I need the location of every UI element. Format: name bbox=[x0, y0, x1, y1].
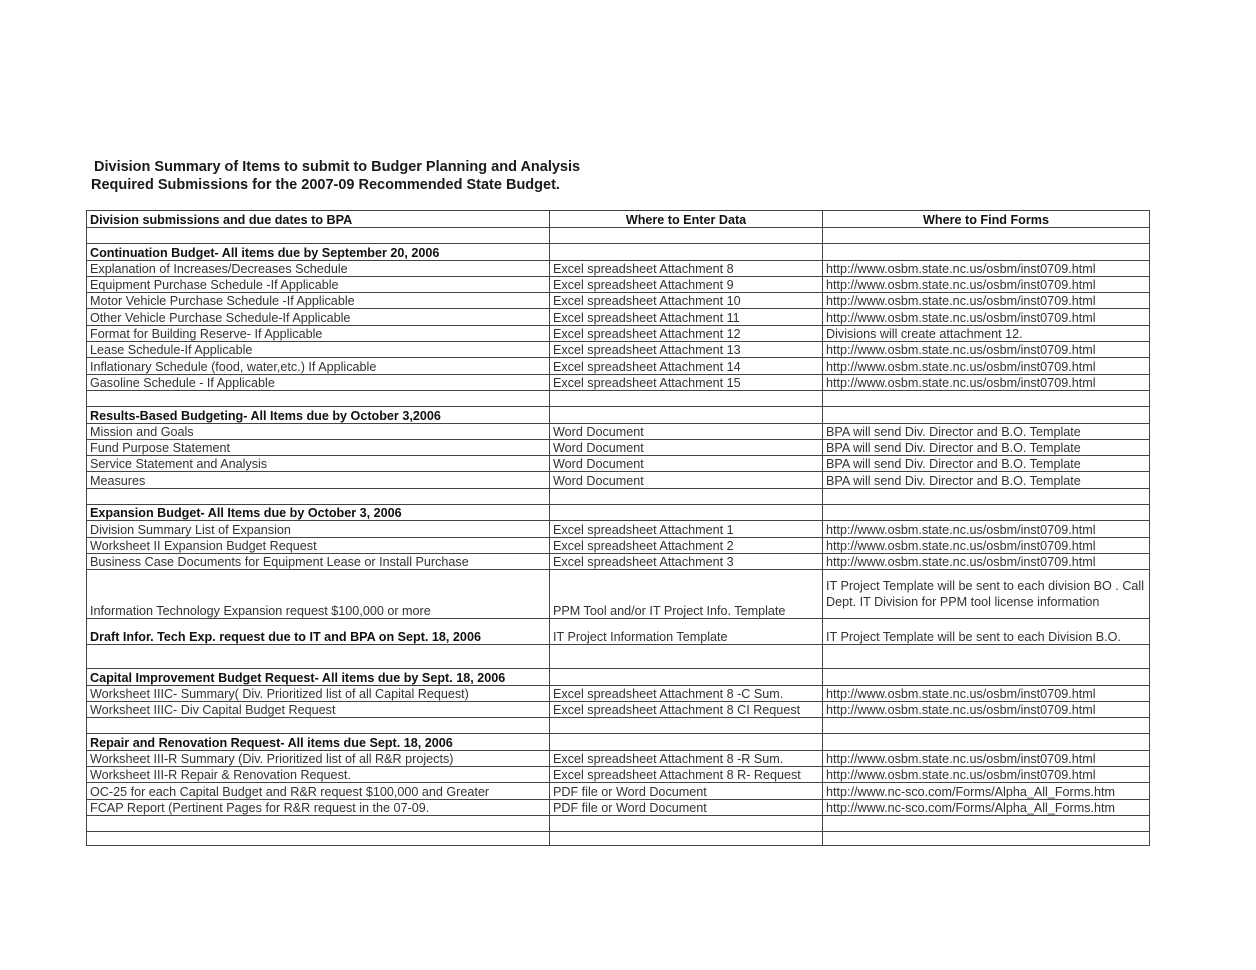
enter-data-cell bbox=[550, 815, 823, 831]
find-forms-cell bbox=[823, 505, 1150, 521]
find-forms-cell: http://www.osbm.state.nc.us/osbm/inst0709.html bbox=[823, 537, 1150, 553]
table-row bbox=[87, 685, 1150, 701]
enter-data-cell: Excel spreadsheet Attachment 9 bbox=[550, 276, 823, 292]
section-header-row bbox=[87, 669, 1150, 685]
find-forms-cell bbox=[823, 718, 1150, 734]
enter-data-cell: IT Project Information Template bbox=[550, 619, 823, 645]
table-row bbox=[87, 293, 1150, 309]
table-row bbox=[87, 570, 1150, 619]
enter-data-cell bbox=[550, 488, 823, 504]
header-row bbox=[87, 211, 1150, 228]
section-header-row bbox=[87, 407, 1150, 423]
find-forms-cell: BPA will send Div. Director and B.O. Template bbox=[823, 439, 1150, 455]
submission-item-cell: Mission and Goals bbox=[87, 423, 550, 439]
find-forms-cell bbox=[823, 832, 1150, 846]
enter-data-cell: Excel spreadsheet Attachment 8 CI Request bbox=[550, 701, 823, 717]
table-row bbox=[87, 537, 1150, 553]
section-header-row bbox=[87, 734, 1150, 750]
find-forms-cell bbox=[823, 488, 1150, 504]
table-row bbox=[87, 456, 1150, 472]
submission-item-cell bbox=[87, 488, 550, 504]
section-header-row bbox=[87, 244, 1150, 260]
enter-data-cell bbox=[550, 244, 823, 260]
find-forms-cell: http://www.nc-sco.com/Forms/Alpha_All_Forms.htm bbox=[823, 783, 1150, 799]
table-row bbox=[87, 701, 1150, 717]
blank-row bbox=[87, 228, 1150, 244]
blank-row bbox=[87, 815, 1150, 831]
find-forms-cell: http://www.osbm.state.nc.us/osbm/inst0709.html bbox=[823, 701, 1150, 717]
blank-row bbox=[87, 832, 1150, 846]
table-row bbox=[87, 358, 1150, 374]
submissions-table bbox=[86, 210, 1150, 846]
find-forms-cell: http://www.osbm.state.nc.us/osbm/inst0709.html bbox=[823, 685, 1150, 701]
find-forms-cell bbox=[823, 734, 1150, 750]
submission-item-cell: Division Summary List of Expansion bbox=[87, 521, 550, 537]
enter-data-cell bbox=[550, 390, 823, 406]
find-forms-cell bbox=[823, 390, 1150, 406]
find-forms-cell bbox=[823, 645, 1150, 669]
table-row bbox=[87, 439, 1150, 455]
table-row bbox=[87, 342, 1150, 358]
submission-item-cell bbox=[87, 815, 550, 831]
column-header-where-to-find: Where to Find Forms bbox=[823, 211, 1150, 228]
enter-data-cell: Excel spreadsheet Attachment 10 bbox=[550, 293, 823, 309]
blank-row bbox=[87, 488, 1150, 504]
submission-item-cell: Information Technology Expansion request $100,000 or more bbox=[87, 570, 550, 619]
find-forms-cell: http://www.nc-sco.com/Forms/Alpha_All_Forms.htm bbox=[823, 799, 1150, 815]
enter-data-cell: Excel spreadsheet Attachment 1 bbox=[550, 521, 823, 537]
document-title bbox=[91, 158, 580, 194]
blank-row bbox=[87, 645, 1150, 669]
submission-item-cell bbox=[87, 718, 550, 734]
submission-item-cell bbox=[87, 390, 550, 406]
submission-item-cell: Motor Vehicle Purchase Schedule -If Applicable bbox=[87, 293, 550, 309]
submission-item-cell: Worksheet II Expansion Budget Request bbox=[87, 537, 550, 553]
enter-data-cell bbox=[550, 407, 823, 423]
submission-item-cell: Repair and Renovation Request- All items due Sept. 18, 2006 bbox=[87, 734, 550, 750]
enter-data-cell bbox=[550, 645, 823, 669]
title-line-2: Required Submissions for the 2007-09 Recommended State Budget. bbox=[91, 177, 560, 193]
submission-item-cell bbox=[87, 645, 550, 669]
enter-data-cell: PDF file or Word Document bbox=[550, 783, 823, 799]
find-forms-cell bbox=[823, 815, 1150, 831]
submission-item-cell: OC-25 for each Capital Budget and R&R request $100,000 and Greater bbox=[87, 783, 550, 799]
submission-item-cell: Other Vehicle Purchase Schedule-If Applicable bbox=[87, 309, 550, 325]
submission-item-cell: Business Case Documents for Equipment Lease or Install Purchase bbox=[87, 553, 550, 569]
table-row bbox=[87, 472, 1150, 488]
find-forms-cell: http://www.osbm.state.nc.us/osbm/inst0709.html bbox=[823, 260, 1150, 276]
table-row bbox=[87, 276, 1150, 292]
table-row bbox=[87, 521, 1150, 537]
table-row bbox=[87, 750, 1150, 766]
submission-item-cell: Service Statement and Analysis bbox=[87, 456, 550, 472]
enter-data-cell: Excel spreadsheet Attachment 8 bbox=[550, 260, 823, 276]
blank-row bbox=[87, 718, 1150, 734]
submission-item-cell: Measures bbox=[87, 472, 550, 488]
find-forms-cell: BPA will send Div. Director and B.O. Template bbox=[823, 423, 1150, 439]
find-forms-cell: http://www.osbm.state.nc.us/osbm/inst0709.html bbox=[823, 553, 1150, 569]
submission-item-cell: Equipment Purchase Schedule -If Applicable bbox=[87, 276, 550, 292]
blank-row bbox=[87, 390, 1150, 406]
enter-data-cell: Excel spreadsheet Attachment 8 -C Sum. bbox=[550, 685, 823, 701]
table-row bbox=[87, 309, 1150, 325]
enter-data-cell: Excel spreadsheet Attachment 12 bbox=[550, 325, 823, 341]
enter-data-cell bbox=[550, 228, 823, 244]
enter-data-cell bbox=[550, 669, 823, 685]
table-row bbox=[87, 553, 1150, 569]
enter-data-cell: Word Document bbox=[550, 439, 823, 455]
submission-item-cell: Explanation of Increases/Decreases Schedule bbox=[87, 260, 550, 276]
enter-data-cell: Excel spreadsheet Attachment 2 bbox=[550, 537, 823, 553]
enter-data-cell bbox=[550, 718, 823, 734]
submission-item-cell: Results-Based Budgeting- All Items due by October 3,2006 bbox=[87, 407, 550, 423]
submission-item-cell: Draft Infor. Tech Exp. request due to IT and BPA on Sept. 18, 2006 bbox=[87, 619, 550, 645]
enter-data-cell bbox=[550, 505, 823, 521]
find-forms-cell: Divisions will create attachment 12. bbox=[823, 325, 1150, 341]
submission-item-cell: Format for Building Reserve- If Applicable bbox=[87, 325, 550, 341]
find-forms-cell: http://www.osbm.state.nc.us/osbm/inst0709.html bbox=[823, 767, 1150, 783]
enter-data-cell: Excel spreadsheet Attachment 8 R- Request bbox=[550, 767, 823, 783]
find-forms-cell: http://www.osbm.state.nc.us/osbm/inst0709.html bbox=[823, 750, 1150, 766]
submission-item-cell: Worksheet IIIC- Div Capital Budget Request bbox=[87, 701, 550, 717]
enter-data-cell: Excel spreadsheet Attachment 13 bbox=[550, 342, 823, 358]
table-row bbox=[87, 619, 1150, 645]
find-forms-cell: BPA will send Div. Director and B.O. Template bbox=[823, 472, 1150, 488]
column-header-where-to-enter: Where to Enter Data bbox=[550, 211, 823, 228]
enter-data-cell: Excel spreadsheet Attachment 14 bbox=[550, 358, 823, 374]
find-forms-cell: http://www.osbm.state.nc.us/osbm/inst0709.html bbox=[823, 276, 1150, 292]
enter-data-cell: Excel spreadsheet Attachment 11 bbox=[550, 309, 823, 325]
find-forms-cell: http://www.osbm.state.nc.us/osbm/inst0709.html bbox=[823, 358, 1150, 374]
find-forms-cell: http://www.osbm.state.nc.us/osbm/inst0709.html bbox=[823, 521, 1150, 537]
table-row bbox=[87, 374, 1150, 390]
enter-data-cell: Word Document bbox=[550, 423, 823, 439]
enter-data-cell: Excel spreadsheet Attachment 15 bbox=[550, 374, 823, 390]
enter-data-cell bbox=[550, 734, 823, 750]
find-forms-cell bbox=[823, 407, 1150, 423]
find-forms-cell: http://www.osbm.state.nc.us/osbm/inst0709.html bbox=[823, 374, 1150, 390]
table-row bbox=[87, 767, 1150, 783]
column-header-submissions: Division submissions and due dates to BPA bbox=[87, 211, 550, 228]
find-forms-cell bbox=[823, 228, 1150, 244]
submission-item-cell: Gasoline Schedule - If Applicable bbox=[87, 374, 550, 390]
enter-data-cell: Excel spreadsheet Attachment 8 -R Sum. bbox=[550, 750, 823, 766]
find-forms-cell: http://www.osbm.state.nc.us/osbm/inst0709.html bbox=[823, 309, 1150, 325]
submission-item-cell: Worksheet III-R Summary (Div. Prioritized list of all R&R projects) bbox=[87, 750, 550, 766]
submission-item-cell: Continuation Budget- All items due by September 20, 2006 bbox=[87, 244, 550, 260]
enter-data-cell: Excel spreadsheet Attachment 3 bbox=[550, 553, 823, 569]
find-forms-cell: IT Project Template will be sent to each division BO . Call Dept. IT Division for PPM tool license information bbox=[823, 570, 1150, 619]
submission-item-cell bbox=[87, 832, 550, 846]
find-forms-cell: BPA will send Div. Director and B.O. Template bbox=[823, 456, 1150, 472]
enter-data-cell: Word Document bbox=[550, 472, 823, 488]
submission-item-cell: Fund Purpose Statement bbox=[87, 439, 550, 455]
submission-item-cell: Worksheet III-R Repair & Renovation Request. bbox=[87, 767, 550, 783]
find-forms-cell: http://www.osbm.state.nc.us/osbm/inst0709.html bbox=[823, 342, 1150, 358]
section-header-row bbox=[87, 505, 1150, 521]
enter-data-cell: Word Document bbox=[550, 456, 823, 472]
find-forms-cell: IT Project Template will be sent to each Division B.O. bbox=[823, 619, 1150, 645]
submission-item-cell: Lease Schedule-If Applicable bbox=[87, 342, 550, 358]
find-forms-cell bbox=[823, 244, 1150, 260]
submission-item-cell: Capital Improvement Budget Request- All items due by Sept. 18, 2006 bbox=[87, 669, 550, 685]
title-line-1: Division Summary of Items to submit to Budger Planning and Analysis bbox=[94, 159, 581, 175]
submission-item-cell: Expansion Budget- All Items due by October 3, 2006 bbox=[87, 505, 550, 521]
submission-item-cell: Inflationary Schedule (food, water,etc.) If Applicable bbox=[87, 358, 550, 374]
table-row bbox=[87, 799, 1150, 815]
enter-data-cell: PPM Tool and/or IT Project Info. Template bbox=[550, 570, 823, 619]
table-row bbox=[87, 325, 1150, 341]
find-forms-cell bbox=[823, 669, 1150, 685]
submission-item-cell: FCAP Report (Pertinent Pages for R&R request in the 07-09. bbox=[87, 799, 550, 815]
find-forms-cell: http://www.osbm.state.nc.us/osbm/inst0709.html bbox=[823, 293, 1150, 309]
table-row bbox=[87, 783, 1150, 799]
enter-data-cell bbox=[550, 832, 823, 846]
enter-data-cell: PDF file or Word Document bbox=[550, 799, 823, 815]
submission-item-cell bbox=[87, 228, 550, 244]
table-row bbox=[87, 423, 1150, 439]
submission-item-cell: Worksheet IIIC- Summary( Div. Prioritized list of all Capital Request) bbox=[87, 685, 550, 701]
table-row bbox=[87, 260, 1150, 276]
